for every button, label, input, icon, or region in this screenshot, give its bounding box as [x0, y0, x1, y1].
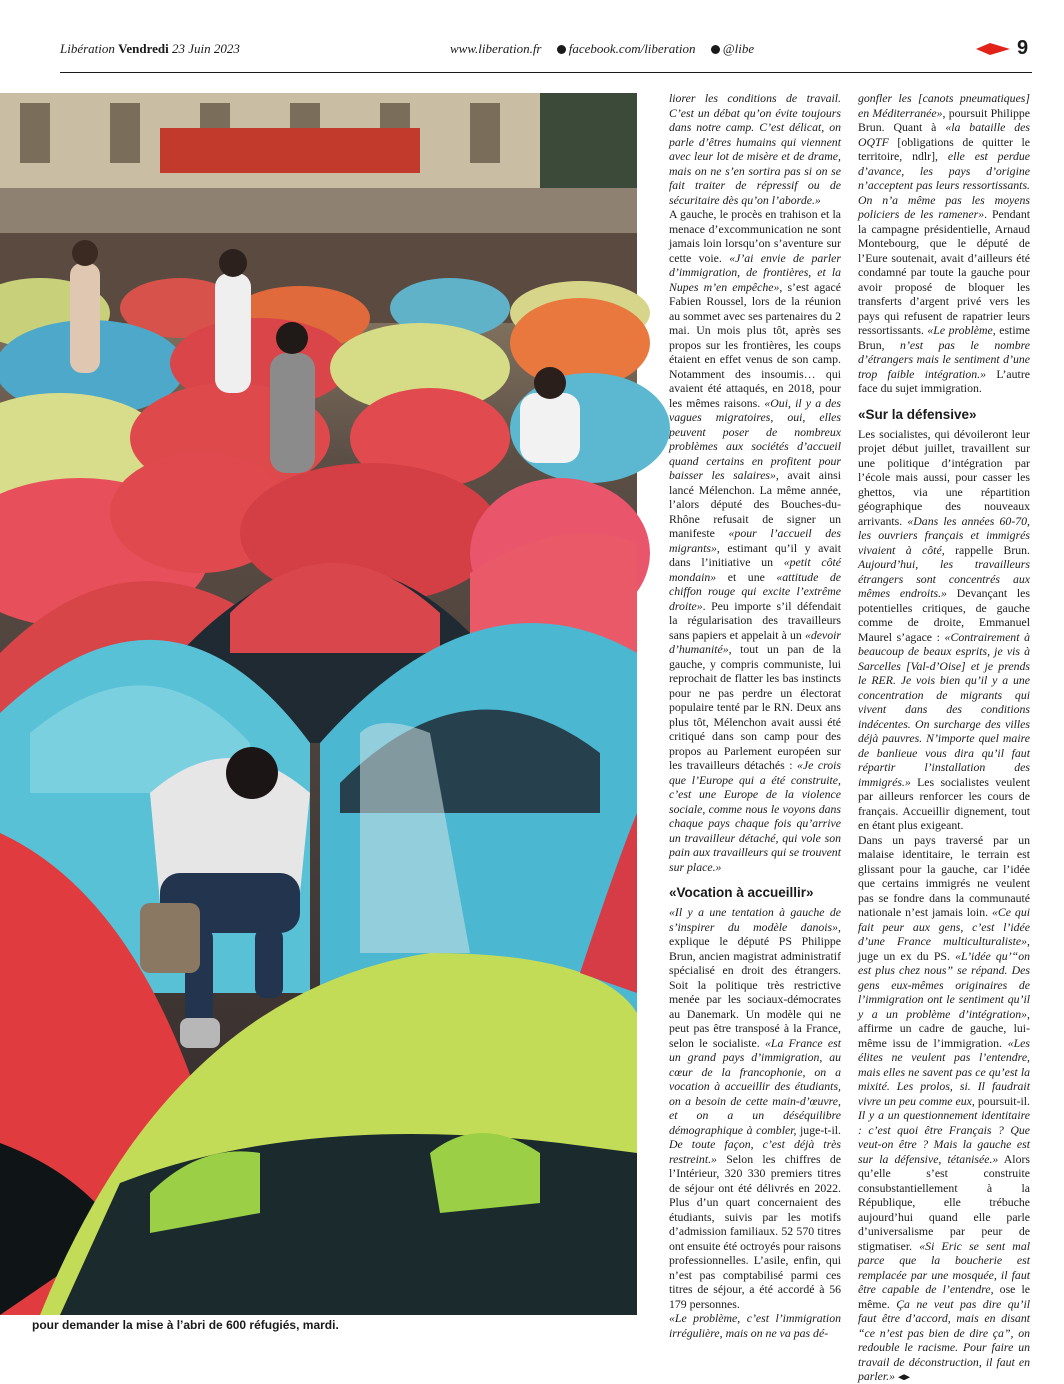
tent-camp-photo — [0, 93, 637, 1315]
quote: «devoir d’humanité» — [669, 627, 841, 656]
text: Selon les chiffres de l’Intérieur, 320 330 premiers titres de séjour ont été délivrés en 2022. Plus d’un quart concernaient des étudiants, suivis par les motifs d’admission familiaux. 52 570 titres ont ensuite été octroyés pour raisons professionnelles. L’asile, enfin, qui n’est pas comptabilisé parmi ces titres de séjour, a été accordé à 56 179 personnes. — [669, 1151, 841, 1311]
paragraph — [669, 1311, 841, 1340]
text: , affirme un cadre de gauche, lui-même issu de l’immigration. — [858, 1006, 1030, 1050]
text: Les socialistes, qui dévoileront leur projet début juillet, travaillent sur une politique d’intégration par l’école mais aussi, pour casser les ghettos, via une répartition géographique des nouveaux arrivants. — [858, 426, 1030, 528]
text: , juge un ex du PS. — [858, 934, 1030, 963]
facebook-link[interactable]: facebook.com/liberation — [568, 41, 696, 56]
text: , estimant qu’il y avait dans l’initiative un — [669, 540, 841, 569]
text: , explique le député PS Philippe Brun, ancien magistrat administratif spécialisé en droit des étrangers. Soit la politique très restrictive menée par les sociaux-démocrates au Danemark. Un modèle qui ne peut pas être transposé à la France, selon le socialiste. — [669, 919, 841, 1050]
header-date: 23 Juin 2023 — [171, 41, 240, 56]
quote: «attitude de chiffon rouge qui excite l’extrême droite» — [669, 569, 841, 613]
quote: «petit côté mondain» — [669, 555, 841, 584]
header-links — [450, 41, 754, 57]
paragraph — [669, 207, 841, 874]
facebook-icon — [557, 45, 566, 54]
text: Devançant les potentielles critiques, de gauche comme de droite, Emmanuel Maurel s’agace : — [858, 586, 1030, 644]
article-column-2 — [858, 91, 1031, 1383]
page-header — [60, 38, 1032, 62]
text: Alors qu’elle s’est construite consubstantiellement à la République, elle trébuche aujourd’hui quand elle parle d’universalisme par peur de stigmatiser. — [858, 1151, 1031, 1253]
text: Les socialistes veulent par ailleurs renforcer les cours de français. Accueillir dignement, tout en étant plus exigeant. — [858, 774, 1030, 832]
text: poursuit-il. — [974, 1093, 1030, 1108]
article-column-1 — [669, 91, 841, 1340]
quote: «Il y a une tentation à gauche de s’inspirer du modèle danois» — [669, 905, 841, 934]
text: et une — [716, 569, 777, 584]
quote: «L’idée qu’“on est plus chez nous” se répand. Des gens eux-mêmes originaires de l’immigration ont le sentiment qu’il y a un problème d’intégration» — [858, 948, 1030, 1021]
quote: De toute façon, c’est déjà très restreint.» — [669, 1137, 841, 1166]
text: . Peu importe s’il défendait la régularisation des travailleurs sans papiers et appelait à un — [669, 598, 841, 642]
text: L’autre face du sujet immigration. — [858, 366, 1030, 395]
text: . Pendant la campagne présidentielle, Arnaud Montebourg, que le député de l’Eure soutenait, avait d’ailleurs été condamné par toute la gauche pour avoir proposé de bloquer les transferts d’argent privé vers les pays qui refusent de rapatrier leurs ressortissants. — [858, 207, 1030, 337]
quote: Il y a un questionnement identitaire : c’est quoi être Français ? Que veut-on être ? Mais la gauche est sur la défensive, tétanisée.» — [858, 1108, 1030, 1166]
text: , s’est agacé Fabien Roussel, lors de la réunion au sommet avec ses partenaires du 2 mai. Un mois plus tôt, après ses propos sur les frontières, les coups étaient en effet venus de son camp. Notamment des insoumis… qui avaient été attaqués, en 2018, pour les mêmes raisons. — [669, 279, 841, 410]
twitter-link[interactable]: @libe — [722, 41, 755, 56]
quote: gonfler les [canots pneumatiques] en Méditerranée» — [858, 91, 1030, 120]
twitter-icon — [711, 45, 720, 54]
quote: «Les élites ne veulent pas l’entendre, mais elles ne savent pas ce qu’est la mixité. Les prolos, si. Il faudrait vivre un peu comme eux, — [858, 1035, 1030, 1108]
text: juge-t-il. — [796, 1122, 841, 1137]
quote: «Oui, il y a des vagues migratoires, oui, elles peuvent poser de nombreux problèmes aux sociétés d’accueil quand certains en profitent pour baisser les salaires» — [669, 395, 841, 482]
quote: «Je crois que l’Europe qui a été construite, c’est une Europe de la violence sociale, comme nous le voyons dans chaque pays chaque fois qu’arrive un travailleur détaché, qui vole son pain aux travailleurs qui se trouvent sur place.» — [669, 758, 841, 874]
quote: «Le problème, c’est l’immigration irrégulière, mais on ne va pas dé- — [669, 1311, 841, 1340]
quote: Ça ne veut pas dire qu’il faut être d’accord, mais en disant “ce n’est pas bien de dire ça”, on redouble le racisme. Pour faire un travail de déconstruction, il faut en parler.» — [858, 1296, 1030, 1383]
text: , tout un pan de la gauche, y compris communiste, lui reprochait de flatter les bas instincts pour ne pas perdre un électorat populaire tenté par le RN. Deux ans plus tôt, Mélenchon avait aussi été critiqué dans son camp pour des propos au Parlement européen sur les travailleurs détachés : — [669, 642, 841, 772]
quote: «Le problème, — [927, 323, 996, 337]
website-link[interactable]: www.liberation.fr — [450, 41, 542, 56]
paragraph — [858, 91, 1030, 396]
quote: «pour l’accueil des migrants» — [669, 526, 841, 555]
quote: liorer les conditions de travail. C’est un débat qu’on évite toujours dans notre camp. C’est délicat, on parle d’êtres humains qui viennent avec leur lot de misère et de drame, mais on ne s’en sortira pas si on se fait traiter de répressif ou de sécuritaire dès qu’on l’aborde.» — [669, 91, 841, 207]
quote: «Contrairement à beaucoup de beaux esprits, je vis à Sarcelles [Val-d’Oise] et je prends le RER. Je vois bien qu’il y a une concentration de migrants qui vivent dans des conditions indécentes. On surcharge des villes déjà pauvres. N’importe quel maire de banlieue vous dira qu’il faut répartir l’installation des immigrés.» — [858, 629, 1030, 789]
text: rappelle Brun. — [944, 542, 1031, 557]
quote: «La France est un grand pays d’immigration, au cœur de la francophonie, on a vocation à accueillir des étudiants, on a besoin de cette main-d’œuvre, et on a un déséquilibre démographique à combler, — [669, 1035, 841, 1137]
text: ose le même. — [858, 1282, 1031, 1311]
quote: «Si Eric se sent mal parce que la boucherie est remplacée par une mosquée, il faut être capable de l’entendre, — [858, 1238, 1031, 1296]
subheading-vocation: «Vocation à accueillir» — [669, 885, 814, 900]
publication-name: Libération — [60, 41, 115, 56]
liberation-arrow-icon — [976, 43, 1010, 55]
text: , avait ainsi lancé Mélenchon. La même année, l’alors député des Bouches-du-Rhône refusait de signer un manifeste — [669, 468, 841, 540]
end-of-article-icon — [898, 1374, 910, 1380]
quote: «Dans les années 60-70, les ouvriers français et immigrés vivaient à côté, — [858, 513, 1030, 557]
text: estime Brun, — [858, 323, 1031, 352]
text: , poursuit Philippe Brun. Quant à — [858, 105, 1031, 134]
text: A gauche, le procès en trahison et la menace d’excommunication ne sont jamais loin lorsqu’on s’aventure sur cette voie. — [669, 207, 841, 265]
quote: n’est pas le nombre d’étrangers mais le sentiment d’une trop faible intégration.» — [858, 337, 1030, 381]
paragraph — [858, 427, 1030, 833]
header-rule — [60, 72, 1032, 73]
quote: «Ce qui fait peur aux gens, c’est l’idée d’une France multiculturaliste» — [858, 905, 1031, 948]
quote: «la bataille des OQTF — [858, 120, 1030, 149]
quote: Aujourd’hui, les travailleurs étrangers sont concentrés aux mêmes endroits.» — [858, 557, 1030, 600]
photo-caption: pour demander la mise à l’abri de 600 réfugiés, mardi. — [32, 1318, 339, 1332]
paragraph — [858, 833, 1030, 1384]
text: Dans un pays traversé par un malaise identitaire, le terrain est glissant pour la gauche, car l’idée que certains immigrés ne veulent pas se fondre dans la communauté nationale n’est jamais loin. — [858, 832, 1030, 919]
paragraph — [669, 905, 841, 1311]
page-number: 9 — [1017, 37, 1029, 59]
header-dateline — [60, 41, 240, 57]
paragraph — [669, 91, 841, 207]
header-day: Vendredi — [118, 41, 169, 56]
quote: elle est perdue d’avance, les pays d’origine n’acceptent pas leurs ressortissants. On n’a même pas les moyens policiers de les ramener» — [858, 149, 1030, 221]
subheading-defensive: «Sur la défensive» — [858, 406, 977, 422]
text: [obligations de quitter le territoire, ndlr], — [858, 134, 1030, 163]
quote: «J’ai envie de parler d’immigration, de frontières, et la Nupes m’en empêche» — [669, 250, 841, 294]
